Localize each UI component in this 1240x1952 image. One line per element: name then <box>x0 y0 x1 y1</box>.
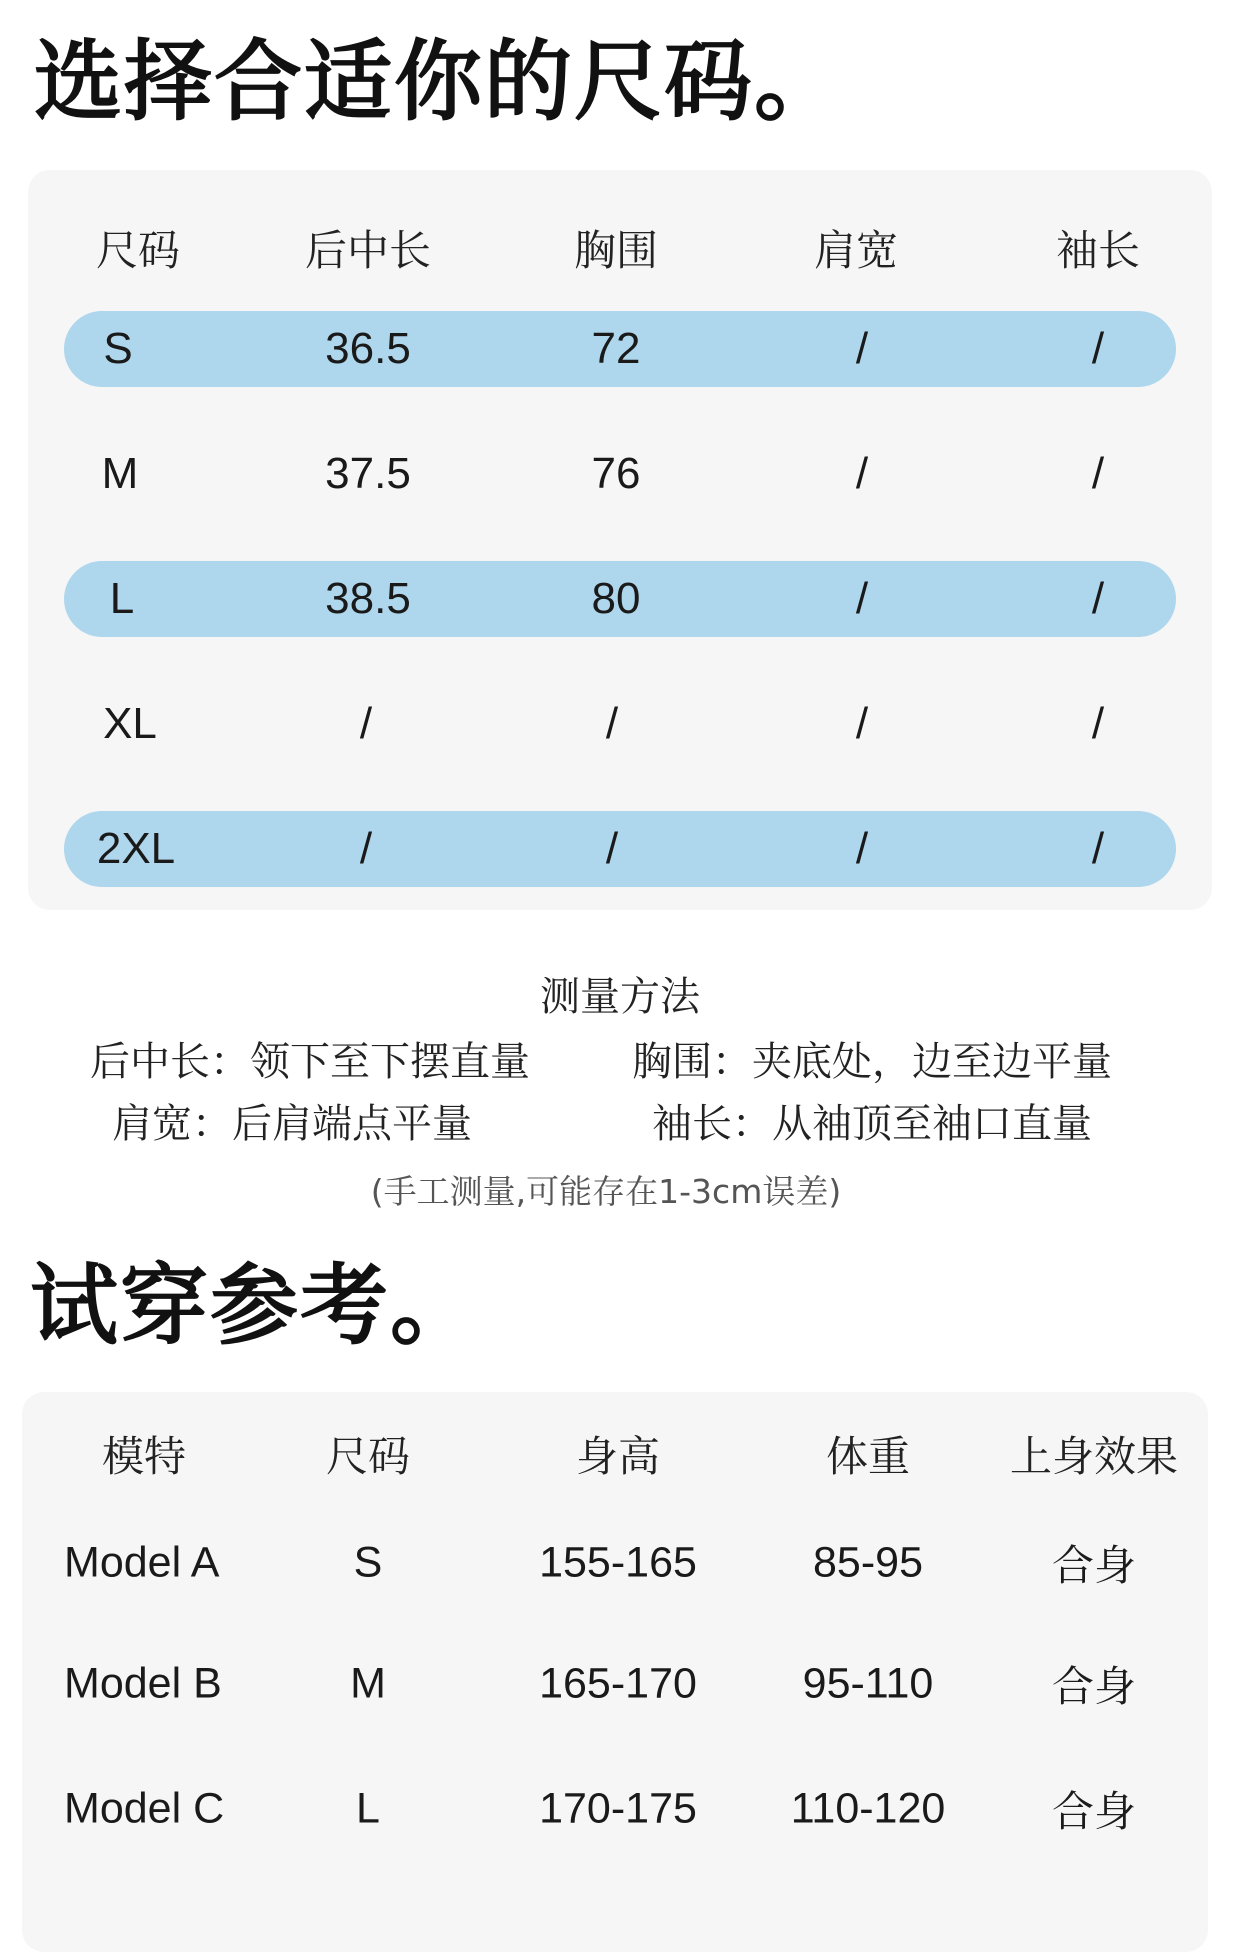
back-length-value: / <box>359 699 373 748</box>
chest-value: / <box>605 699 619 748</box>
shoulder-value: / <box>855 574 869 623</box>
model-fit-effect: 合身 <box>1051 1787 1137 1836</box>
row-highlight <box>64 811 1176 887</box>
sleeve-value: / <box>1091 449 1105 498</box>
measure-title: 测量方法 <box>540 974 700 1020</box>
size-table-header <box>28 210 1212 286</box>
header-fit-effect: 上身效果 <box>1009 1432 1179 1481</box>
model-weight: 110-120 <box>790 1784 946 1833</box>
sleeve-value: / <box>1091 824 1105 873</box>
fit-section-title: 试穿参考。 <box>30 1254 481 1357</box>
header-size: 尺码 <box>95 226 181 275</box>
fit-table <box>22 1392 1208 1952</box>
back-length-value: 36.5 <box>325 324 411 373</box>
measure-sleeve: 袖长：从袖顶至袖口直量 <box>652 1101 1092 1147</box>
measure-back-length: 后中长：领下至下摆直量 <box>90 1039 530 1085</box>
chest-value: 76 <box>591 449 641 498</box>
model-fit-effect: 合身 <box>1051 1541 1137 1590</box>
model-name: Model A <box>64 1538 220 1587</box>
back-length-value: 38.5 <box>325 574 411 623</box>
model-height: 165-170 <box>539 1659 697 1708</box>
size-table <box>28 170 1212 910</box>
size-label: 2XL <box>96 824 176 873</box>
header-size: 尺码 <box>325 1432 411 1481</box>
shoulder-value: / <box>855 824 869 873</box>
chest-value: 72 <box>591 324 641 373</box>
sleeve-value: / <box>1091 324 1105 373</box>
model-size: M <box>350 1659 386 1708</box>
fit-table-header <box>22 1416 1208 1492</box>
model-size: S <box>353 1538 383 1587</box>
header-shoulder: 肩宽 <box>813 226 899 275</box>
model-weight: 85-95 <box>813 1538 923 1587</box>
header-weight: 体重 <box>825 1432 911 1481</box>
measure-shoulder: 肩宽：后肩端点平量 <box>112 1101 472 1147</box>
fit-row <box>22 1525 1208 1601</box>
model-weight: 95-110 <box>802 1659 934 1708</box>
model-name: Model C <box>64 1784 225 1833</box>
header-chest: 胸围 <box>573 226 659 275</box>
shoulder-value: / <box>855 324 869 373</box>
sleeve-value: / <box>1091 699 1105 748</box>
measure-note: (手工测量,可能存在1-3cm误差) <box>370 1172 842 1211</box>
measure-chest: 胸围：夹底处，边至边平量 <box>632 1039 1112 1085</box>
header-back-length: 后中长 <box>304 226 432 275</box>
model-size: L <box>356 1784 380 1833</box>
model-fit-effect: 合身 <box>1051 1662 1137 1711</box>
sleeve-value: / <box>1091 574 1105 623</box>
size-label: XL <box>103 699 157 748</box>
size-row-s <box>28 311 1212 387</box>
size-label: S <box>103 324 133 373</box>
size-row-2xl <box>28 811 1212 887</box>
back-length-value: / <box>359 824 373 873</box>
shoulder-value: / <box>855 699 869 748</box>
size-row-xl <box>28 686 1212 762</box>
model-height: 155-165 <box>539 1538 697 1587</box>
size-section-title: 选择合适你的尺码。 <box>34 30 845 133</box>
size-label: M <box>101 449 139 498</box>
header-sleeve: 袖长 <box>1055 226 1141 275</box>
header-model: 模特 <box>101 1432 187 1481</box>
model-name: Model B <box>64 1659 222 1708</box>
header-height: 身高 <box>575 1432 661 1481</box>
fit-row <box>22 1646 1208 1722</box>
chest-value: 80 <box>591 574 641 623</box>
fit-row <box>22 1771 1208 1847</box>
model-height: 170-175 <box>539 1784 697 1833</box>
size-label: L <box>109 574 135 623</box>
shoulder-value: / <box>855 449 869 498</box>
back-length-value: 37.5 <box>325 449 411 498</box>
size-row-l <box>28 561 1212 637</box>
chest-value: / <box>605 824 619 873</box>
size-row-m <box>28 436 1212 512</box>
